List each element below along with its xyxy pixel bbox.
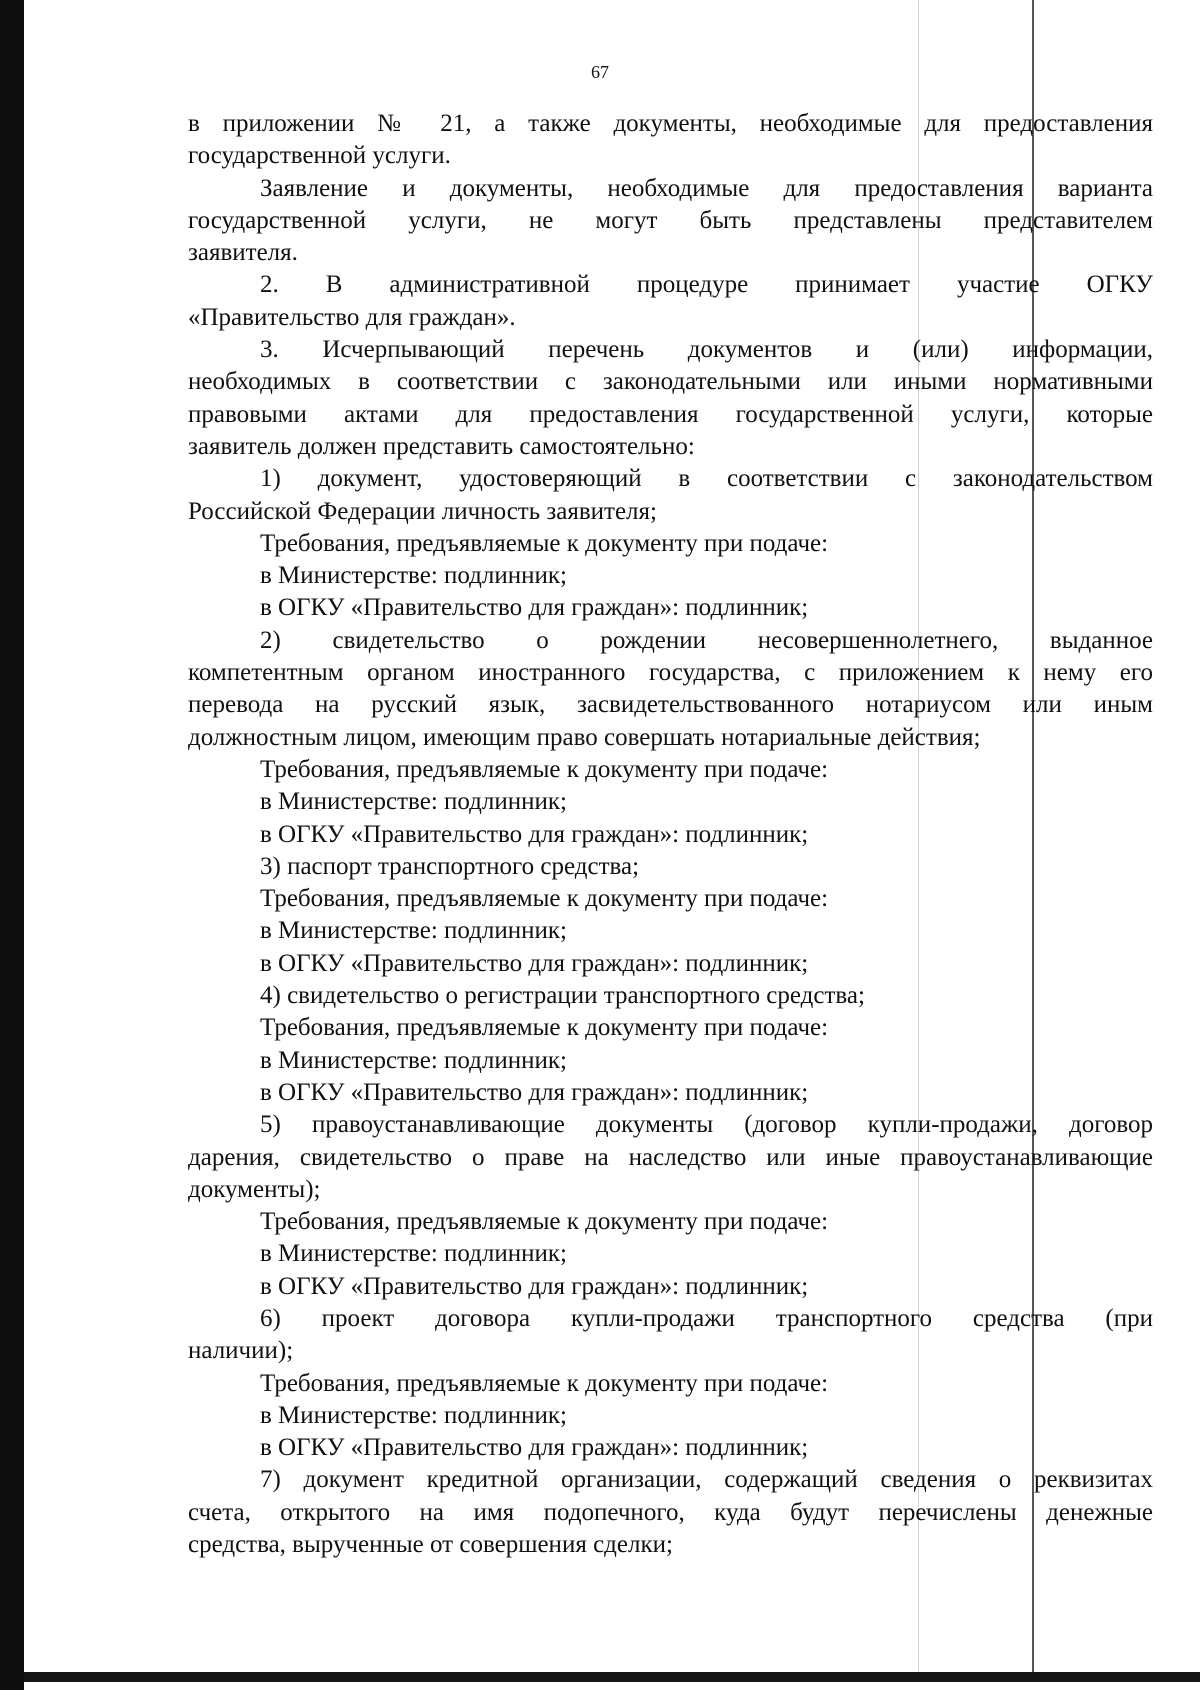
text-line: наличии); bbox=[188, 1337, 294, 1365]
text-line: в ОГКУ «Правительство для граждан»: подлинник; bbox=[260, 1078, 809, 1106]
text-line: Требования, предъявляемые к документу при подаче: bbox=[260, 1208, 829, 1236]
text-line: в Министерстве: подлинник; bbox=[260, 1401, 567, 1429]
text-line: Российской Федерации личность заявителя; bbox=[188, 497, 657, 525]
text-line: 2. В административной процедуре принимает участие ОГКУ bbox=[260, 271, 1153, 299]
text-line: в Министерстве: подлинник; bbox=[260, 1046, 567, 1074]
text-line: 3) паспорт транспортного средства; bbox=[260, 852, 640, 880]
text-line: Требования, предъявляемые к документу при подаче: bbox=[260, 885, 829, 913]
text-line: «Правительство для граждан». bbox=[188, 303, 516, 331]
document-body bbox=[188, 108, 1153, 1561]
text-line: в ОГКУ «Правительство для граждан»: подлинник; bbox=[260, 820, 809, 848]
text-line: заявителя. bbox=[188, 239, 298, 267]
text-line: 4) свидетельство о регистрации транспортного средства; bbox=[260, 982, 865, 1010]
text-line: 3. Исчерпывающий перечень документов и (или) информации, bbox=[260, 336, 1153, 364]
text-line: в Министерстве: подлинник; bbox=[260, 917, 567, 945]
text-line: Требования, предъявляемые к документу при подаче: bbox=[260, 755, 829, 783]
text-line: в ОГКУ «Правительство для граждан»: подлинник; bbox=[260, 949, 809, 977]
text-line: 1) документ, удостоверяющий в соответствии с законодательством bbox=[260, 465, 1153, 493]
text-line: компетентным органом иностранного государства, с приложением к нему его bbox=[188, 659, 1153, 687]
text-line: 5) правоустанавливающие документы (договор купли-продажи, договор bbox=[260, 1111, 1153, 1139]
text-line: 2) свидетельство о рождении несовершеннолетнего, выданное bbox=[260, 626, 1153, 654]
scan-edge-bottom bbox=[24, 1672, 1200, 1682]
text-line: Требования, предъявляемые к документу при подаче: bbox=[260, 1014, 829, 1042]
text-line: заявитель должен представить самостоятельно: bbox=[188, 432, 695, 460]
text-line: Требования, предъявляемые к документу при подаче: bbox=[260, 529, 829, 557]
text-line: в Министерстве: подлинник; bbox=[260, 1240, 567, 1268]
text-line: должностным лицом, имеющим право совершать нотариальные действия; bbox=[188, 723, 981, 751]
text-line: в Министерстве: подлинник; bbox=[260, 562, 567, 590]
text-line: средства, вырученные от совершения сделки; bbox=[188, 1531, 673, 1559]
scan-edge-left bbox=[0, 0, 24, 1690]
text-line: государственной услуги. bbox=[188, 142, 451, 170]
text-line: правовыми актами для предоставления государственной услуги, которые bbox=[188, 400, 1153, 428]
text-line: 6) проект договора купли-продажи транспортного средства (при bbox=[260, 1304, 1153, 1332]
text-line: в Министерстве: подлинник; bbox=[260, 788, 567, 816]
text-line: перевода на русский язык, засвидетельствованного нотариусом или иным bbox=[188, 691, 1153, 719]
text-line: государственной услуги, не могут быть представлены представителем bbox=[188, 206, 1153, 234]
text-line: дарения, свидетельство о праве на наследство или иные правоустанавливающие bbox=[188, 1143, 1153, 1171]
text-line: Требования, предъявляемые к документу при подаче: bbox=[260, 1369, 829, 1397]
text-line: в ОГКУ «Правительство для граждан»: подлинник; bbox=[260, 1272, 809, 1300]
text-line: в ОГКУ «Правительство для граждан»: подлинник; bbox=[260, 1434, 809, 1462]
text-line: Заявление и документы, необходимые для предоставления варианта bbox=[260, 174, 1153, 202]
text-line: в ОГКУ «Правительство для граждан»: подлинник; bbox=[260, 594, 809, 622]
text-line: документы); bbox=[188, 1175, 321, 1203]
text-line: 7) документ кредитной организации, содержащий сведения о реквизитах bbox=[260, 1466, 1153, 1494]
text-line: в приложении № 21, а также документы, необходимые для предоставления bbox=[188, 110, 1153, 137]
page-number: 67 bbox=[591, 62, 609, 82]
text-line: необходимых в соответствии с законодательными или иными нормативными bbox=[188, 368, 1153, 396]
text-line: счета, открытого на имя подопечного, куда будут перечислены денежные bbox=[188, 1498, 1153, 1526]
